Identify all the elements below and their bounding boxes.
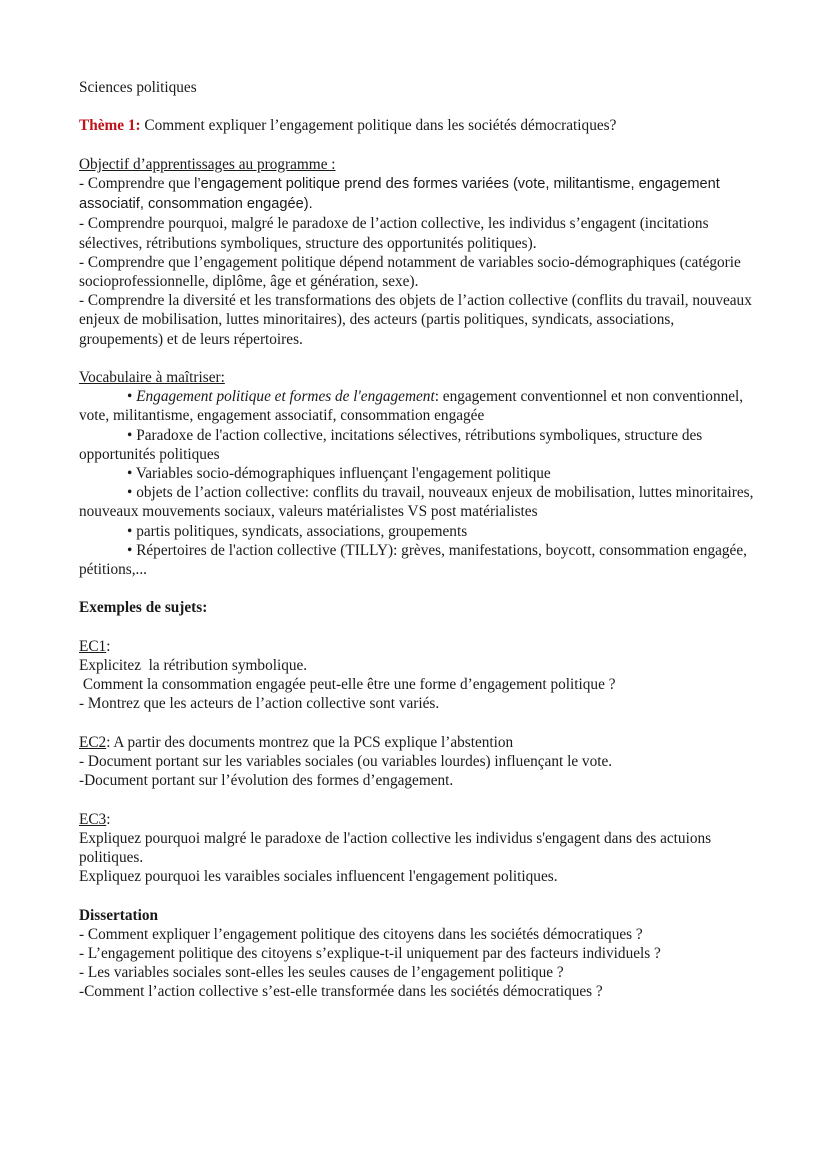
bullet-icon: • [127,541,133,559]
ec3-line: Expliquez pourquoi les varaibles sociales influencent l'engagement politiques. [79,868,558,886]
ec3-line: Expliquez pourquoi malgré le paradoxe de l'action collective les individus s'engagent dans des actuions politiques. [79,829,712,867]
vocabulary-heading: Vocabulaire à maîtriser: [79,369,225,386]
dissertation-heading: Dissertation [79,906,159,924]
theme-label: Thème 1: [79,117,141,135]
ec3-label: EC3 [79,810,107,828]
ec1-line: - Montrez que les acteurs de l’action collective sont variés. [79,695,440,713]
ec3-heading: EC3: [79,810,111,828]
ec1-heading: EC1: [79,637,111,655]
theme-line [79,116,759,135]
bullet-icon: • [127,426,133,444]
vocabulary-item: • objets de l’action collective: conflits du travail, nouveaux enjeux de mobilisation, luttes minoritaires, nouveaux mouvements sociaux, valeurs matérialistes VS post matérialistes [79,484,754,521]
objectives-heading: Objectif d’apprentissages au programme : [79,155,336,173]
document-page [79,78,759,1002]
dissertation-line: - Comment expliquer l’engagement politique des citoyens dans les sociétés démocratiques ? [79,925,643,943]
subject-title: Sciences politiques [79,79,197,96]
vocabulary-item: • Variables socio-démographiques influençant l'engagement politique [127,465,551,483]
vocabulary-item: • Engagement politique et formes de l'engagement: engagement conventionnel et non conventionnel, vote, militantisme, engagement associatif, consommation engagée [79,388,744,425]
dissertation-line: - Les variables sociales sont-elles les seules causes de l’engagement politique ? [79,964,564,982]
ec1-line: Comment la consommation engagée peut-elle être une forme d’engagement politique ? [79,676,616,694]
bullet-icon: • [127,522,133,540]
ec2-line: -Document portant sur l’évolution des formes d’engagement. [79,772,454,790]
ec2-label: EC2 [79,733,107,751]
vocabulary-item: • partis politiques, syndicats, associations, groupements [127,522,468,540]
examples-heading: Exemples de sujets: [79,599,208,617]
bullet-icon: • [127,465,133,483]
dissertation-line: - L’engagement politique des citoyens s’explique-t-il uniquement par des facteurs individuels ? [79,945,661,963]
ec2-line: - Document portant sur les variables sociales (ou variables lourdes) influençant le vote. [79,753,613,771]
objective-item: - Comprendre que l’engagement politique prend des formes variées (vote, militantisme, engagement associatif, consommation engagée). [79,174,720,213]
vocabulary-item: • Répertoires de l'action collective (TILLY): grèves, manifestations, boycott, consommation engagée, pétitions,... [79,541,747,579]
ec1-line: Explicitez la rétribution symbolique. [79,657,308,675]
ec2-heading: EC2: A partir des documents montrez que la PCS explique l’abstention [79,733,514,751]
objective-item: - Comprendre la diversité et les transformations des objets de l’action collective (conflits du travail, nouveaux enjeux de mobilisation, luttes minoritaires), des acteurs (partis politiques, syndicats, associations, groupements) et de leurs répertoires. [79,292,752,348]
ec1-label: EC1 [79,637,107,655]
bullet-icon: • [127,388,133,406]
objective-item: - Comprendre que l’engagement politique dépend notamment de variables socio-démographiques (catégorie socioprofessionnelle, diplôme, âge et génération, sexe). [79,253,741,290]
objective-item: - Comprendre pourquoi, malgré le paradoxe de l’action collective, les individus s’engagent (incitations sélectives, rétributions symboliques, structure des opportunités politiques). [79,215,709,252]
dissertation-line: -Comment l’action collective s’est-elle transformée dans les sociétés démocratiques ? [79,983,603,1001]
theme-text: Comment expliquer l’engagement politique dans les sociétés démocratiques? [140,117,617,135]
bullet-icon: • [127,484,133,502]
vocabulary-item: • Paradoxe de l'action collective, incitations sélectives, rétributions symboliques, structure des opportunités politiques [79,426,703,463]
